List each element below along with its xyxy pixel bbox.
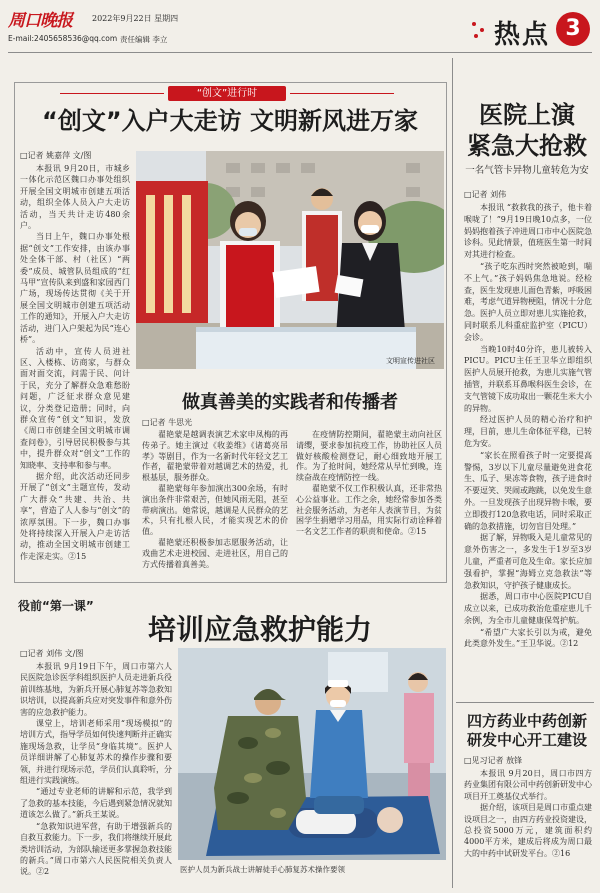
paragraph: 据介绍，该项目是周口市重点建设项目之一，由四方药业投资建设，总投资5000万元，建筑面积约4000平方米，建成后将成为周口最大的中药中试研发平台。②16 [464,803,592,858]
paragraph: 本报讯 “救救我的孩子，他卡着喉咙了！”9月19日晚10点多，一位妈妈抱着孩子冲进周口市中心医院急诊科。见此情景，值班医生第一时间对其进行检查。 [464,203,592,260]
paragraph: 本报讯 9月20日，市城乡一体化示范区魏口办事处组织开展全国文明城市创建五项活动，组织全体人员入户大走访活动，当天共计走访480余户。 [20,164,130,231]
paragraph: 翟艳蒙不仅工作积极认真，还非常热心公益事业。工作之余，她经常参加各类社会服务活动，为老年人表演节目，为贫困学生捐赠学习用品，用实际行动诠释着一名文艺工作者的职责和使命。②15 [296,483,442,537]
article-kicker: 役前“第一课” [18,599,94,613]
paragraph: “急救知识进军营，有助于增强新兵的自救互救能力。下一步，我们将继续开展此类培训活动，为部队输送更多掌握急救技能的新兵。”周口市第六人民医院相关负责人说。②2 [20,821,172,877]
paragraph: 在疫情防控期间，翟艳蒙主动向社区请缨，要求参加抗疫工作，协助社区人员做好核酸检测登记，耐心细致地开展工作。为了抢时间，她经常从早忙到晚，连续奋战在疫情防控一线。 [296,430,442,483]
responsible-editor: 责任编辑 李立 [120,35,168,44]
photo-woman-right-mask [361,225,379,233]
photo-nurse-blue-body [310,710,368,798]
kicker-rule-right [290,93,394,94]
section-decoration-icon [470,20,490,40]
sidebar-byline: □见习记者 敖锋 [464,756,523,765]
section-title: 热点 [494,20,551,50]
news-photo-cpr-training [178,648,446,860]
photo-dummy-head [377,807,403,833]
article-body-column [142,430,288,578]
article-body [20,163,130,575]
paragraph: 据了解，异物吸入是儿童常见的意外伤害之一，多发生于1岁至3岁儿童，严重者可危及生命。家长应加强看护，掌握“海姆立克急救法”等急救知识，守护孩子健康成长。 [464,533,592,590]
photo-nurse-blue-legs [314,796,364,814]
photo-caption: 文明宣传进社区 [386,357,435,365]
kicker-rule-left [60,93,164,94]
paragraph: “家长在照看孩子时一定要提高警惕，3岁以下儿童尽量避免进食花生、瓜子、果冻等食物，孩子进食时不要逗笑、哭闹或跑跳，以免发生意外。一旦发现孩子出现异物卡喉，要立即拨打120急救电话，同时采取正确的急救措施，切勿盲目处理。” [464,450,592,531]
sidebar-subheadline: 一名气管卡异物儿童转危为安 [465,165,589,176]
sidebar-byline: □记者 刘伟 [464,190,507,199]
paragraph: 翟艳蒙是越调表演艺术家申凤梅的再传弟子。她主演过《收姜维》《诸葛亮吊孝》等剧目，作为一名新时代年轻文艺工作者，翟艳蒙带着对越调艺术的热爱，扎根基层，服务群众。 [142,430,288,483]
paragraph: 本报讯 9月20日，周口市四方药业集团有限公司中药创新研发中心项目开工奠基仪式举行。 [464,769,592,801]
paragraph: “孩子吃东西时突然被呛到，喘不上气。”孩子妈妈焦急地说。经检查，医生发现患儿面色青紫，呼吸困难，考虑气道异物梗阻，情况十分危急。医护人员立即对患儿实施抢救，同时联系儿科重症监护室（PICU）会诊。 [464,261,592,342]
newspaper-logo: 周口晚报 [8,11,72,31]
paragraph: 据介绍，此次活动还同步开展了“创文”主题宣传，发动广大群众“共建、共治、共享”，营造了人人参与“创文”的浓厚氛围。下一步，魏口办事处将持续深入开展入户走访活动，推动全国文明城市创建工作走深走实。②15 [20,471,130,561]
article-byline: □记者 姚嘉萍 文/图 [20,151,92,160]
sidebar-divider [456,702,594,703]
sidebar-headline-line2: 紧急大抢救 [467,132,587,160]
sidebar-headline-line1: 四方药业中药创新 [466,712,587,730]
photo-woman-center-vest [226,245,274,341]
photo-table [196,327,416,369]
paragraph: 活动中，宣传人员进社区、入楼栋、访商家，与群众面对面交流，问需于民、问计于民，充分了解群众急难愁盼问题，广泛征求群众意见建议，分类登记造册；同时，向群众宣传“创文”知识，发放《周口市创建全国文明城市调查问卷》，引导居民积极参与其中，提升群众对“创文”工作的知晓率、支持率和参与率。 [20,346,130,470]
paragraph: 本报讯 9月19日下午，周口市第六人民医院急诊医学科组织医护人员走进新兵役前训练基地，为新兵开展心肺复苏等急救知识培训，以提高新兵应对突发事件和意外伤害的应急救护能力。 [20,662,172,717]
sidebar-headline-line1: 医院上演 [479,101,575,129]
paragraph: 翟艳蒙每年参加演出300余场，有时演出条件非常艰苦，但她风雨无阻，甚至带病演出。她常说，越调是人民群众的艺术，只有扎根人民，才能实现艺术的价值。 [142,483,288,537]
paragraph: 据悉，周口市中心医院PICU自成立以来，已成功救治危重症患儿千余例，为全市儿童健康保驾护航。 [464,592,592,625]
article-body [20,661,172,887]
header-divider [8,52,592,53]
sidebar-body [464,768,592,888]
photo-banner-stripes [146,195,191,313]
paragraph: “希望广大家长引以为戒，避免此类意外发生。”王卫华说。②12 [464,627,592,649]
sidebar-headline-line2: 研发中心开工建设 [466,731,587,749]
article-headline: “创文”入户大走访 文明新风进万家 [42,107,418,135]
page-number-badge: 3 [556,12,590,46]
sidebar-body [464,202,592,692]
article-body-column [296,430,442,578]
paragraph: 经过医护人员的精心治疗和护理，目前，患儿生命体征平稳，已转危为安。 [464,415,592,448]
article-headline: 培训应急救护能力 [147,613,372,646]
paragraph: 当晚10时40分许，患儿被转入PICU。PICU主任王卫华立即组织医护人员展开抢救，为患儿实施气管插管，并联系耳鼻喉科医生会诊，在支气管镜下成功取出一颗花生米大小的异物。 [464,344,592,413]
photo-nurse-blue-mask [330,700,346,707]
news-photo-community [136,151,444,369]
paragraph: 课堂上，培训老师采用“现场模拟”的培训方式，指导学员如何快速判断并正确实施现场急救，让学员“身临其境”。医护人员详细讲解了心肺复苏术的操作步骤和要领，并进行现场示范，学员们认真聆听，分组进行实践演练。 [20,719,172,786]
photo-table-edge [196,327,416,332]
paragraph: 翟艳蒙还积极参加志愿服务活动，让戏曲艺术走进校园、走进社区，用自己的方式传播着真善美。 [142,537,288,569]
paragraph: “通过专业老师的讲解和示范，我学到了急救的基本技能，今后遇到紧急情况就知道该怎么做了。”新兵王某说。 [20,787,172,820]
contact-email: E-mail:2405658536@qq.com [8,34,118,43]
article-byline: □记者 刘伟 文/图 [20,649,84,658]
photo-caption: 医护人员为新兵战士讲解徒手心肺复苏术操作要领 [180,865,345,874]
article-byline: □记者 牛思光 [142,418,193,427]
paragraph: 当日上午，魏口办事处根据“创文”工作安排，由该办事处全体干部、村（社区）“两委”成员、城管队员组成的“红马甲”宣传队来到盛和家园西门广场，现场传达贯彻《关于开展全国文明城市创建五项活动工作的通知》，开展入户大走访活动，进门入户架起为民“连心桥”。 [20,232,130,345]
issue-date: 2022年9月22日 星期四 [92,14,179,23]
article-headline: 做真善美的实践者和传播者 [182,392,398,413]
article-kicker: “创文”进行时 [168,86,286,101]
column-divider [452,58,453,888]
photo-soldier-body [214,716,306,830]
photo-nurse-pink-body [404,693,434,763]
photo-nurse-blue-cap [328,680,348,687]
photo-woman-center-mask [239,228,257,236]
